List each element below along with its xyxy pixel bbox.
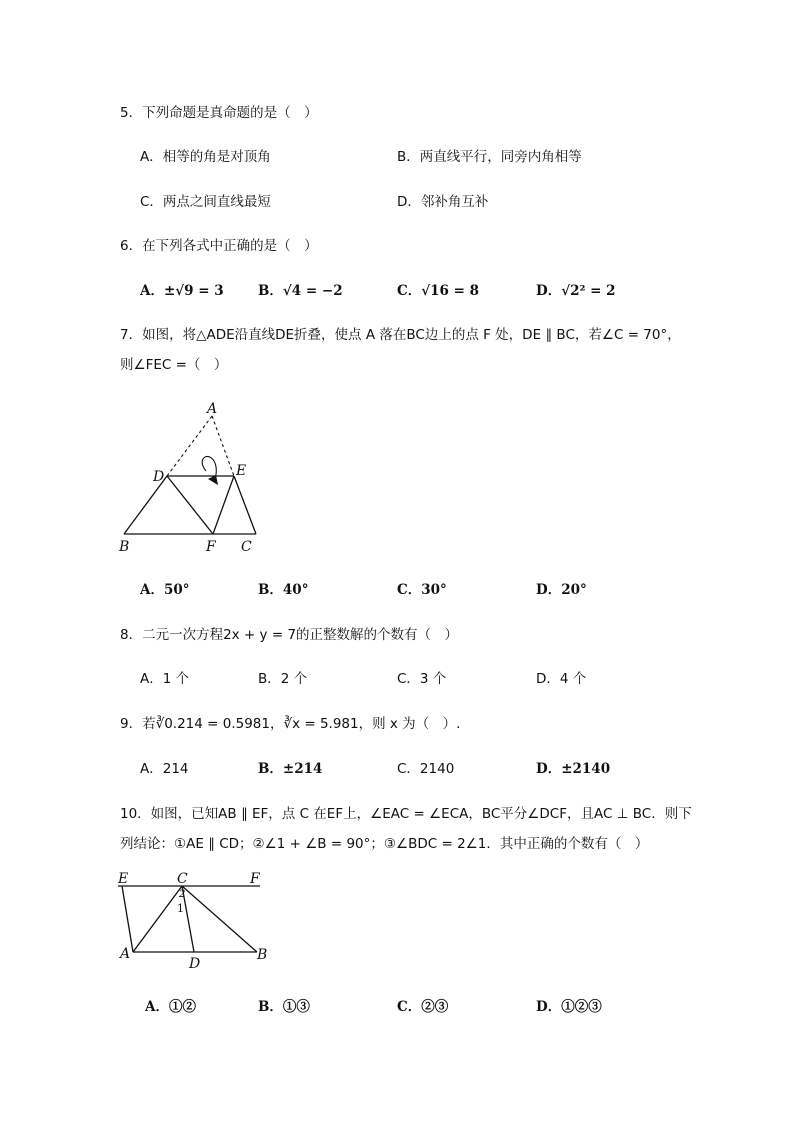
q7-label-f: F bbox=[206, 539, 216, 555]
q7-label-b: B bbox=[119, 539, 130, 555]
q7-dashed-ae bbox=[212, 416, 234, 476]
q10-label-e: E bbox=[118, 871, 129, 887]
q8-option-d: D．4 个 bbox=[536, 671, 587, 687]
q10-label-b: B bbox=[257, 947, 268, 963]
q5-option-a: A．相等的角是对顶角 bbox=[140, 149, 271, 165]
q7-segment-ec bbox=[234, 476, 256, 534]
q7-stem-line2: 则∠FEC =（ ） bbox=[120, 357, 228, 373]
q7-option-a: A．50° bbox=[140, 582, 190, 598]
q7-segment-ef bbox=[213, 476, 234, 534]
q10-segment-ea bbox=[122, 886, 133, 952]
q6-stem: 6．在下列各式中正确的是（ ） bbox=[120, 238, 318, 254]
q10-label-f: F bbox=[250, 871, 260, 887]
q7-label-a: A bbox=[207, 401, 218, 417]
q9-option-a: A．214 bbox=[140, 761, 189, 777]
q10-figure bbox=[110, 872, 275, 972]
q7-option-c: C．30° bbox=[397, 582, 447, 598]
q9-option-b: B．±214 bbox=[258, 761, 323, 777]
q6-option-a: A．±√9 = 3 bbox=[140, 283, 224, 299]
q8-stem: 8．二元一次方程2x + y = 7的正整数解的个数有（ ） bbox=[120, 627, 459, 643]
q7-option-b: B．40° bbox=[258, 582, 309, 598]
q7-segment-df bbox=[167, 476, 213, 534]
q7-option-d: D．20° bbox=[536, 582, 587, 598]
q10-label-d: D bbox=[189, 956, 201, 972]
q10-label-a: A bbox=[120, 946, 131, 962]
q10-angle-label-1: 1 bbox=[177, 902, 184, 915]
q10-segment-cb bbox=[182, 886, 257, 952]
q6-option-c: C．√16 = 8 bbox=[397, 283, 480, 299]
q6-option-b: B．√4 = −2 bbox=[258, 283, 343, 299]
q7-label-e: E bbox=[236, 463, 247, 479]
q6-option-d: D．√2² = 2 bbox=[536, 283, 616, 299]
q7-label-c: C bbox=[241, 539, 252, 555]
q10-segment-ca bbox=[133, 886, 182, 952]
q5-option-b: B．两直线平行，同旁内角相等 bbox=[397, 149, 582, 165]
q10-option-c: C．②③ bbox=[397, 999, 449, 1015]
q10-stem-line2: 列结论：①AE ∥ CD；②∠1 + ∠B = 90°；③∠BDC = 2∠1．其中正确的个数有（ ） bbox=[120, 836, 649, 852]
q9-option-d: D．±2140 bbox=[536, 761, 611, 777]
q10-option-d: D．①②③ bbox=[536, 999, 602, 1015]
q5-option-c: C．两点之间直线最短 bbox=[140, 194, 271, 210]
q10-stem-line1: 10．如图，已知AB ∥ EF，点 C 在EF上，∠EAC = ∠ECA，BC平分∠DCF，且AC ⊥ BC．则下 bbox=[120, 806, 692, 822]
q9-option-c: C．2140 bbox=[397, 761, 455, 777]
q7-stem-line1: 7．如图，将△ADE沿直线DE折叠，使点 A 落在BC边上的点 F 处，DE ∥ BC，若∠C = 70°， bbox=[120, 327, 681, 343]
q5-stem: 5．下列命题是真命题的是（ ） bbox=[120, 105, 318, 121]
q10-option-b: B．①③ bbox=[258, 999, 310, 1015]
q9-stem: 9．若∛0.214 = 0.5981，∛x = 5.981，则 x 为（ ）. bbox=[120, 716, 461, 732]
q10-label-c: C bbox=[177, 871, 188, 887]
q10-option-a: A．①② bbox=[145, 999, 196, 1015]
q8-option-a: A．1 个 bbox=[140, 671, 190, 687]
q7-label-d: D bbox=[153, 469, 165, 485]
q8-option-b: B．2 个 bbox=[258, 671, 308, 687]
q7-dashed-da bbox=[167, 416, 212, 476]
q5-option-d: D．邻补角互补 bbox=[397, 194, 489, 210]
q10-angle-label-2: 2 bbox=[179, 889, 186, 900]
q7-figure bbox=[110, 395, 280, 560]
q8-option-c: C．3 个 bbox=[397, 671, 447, 687]
